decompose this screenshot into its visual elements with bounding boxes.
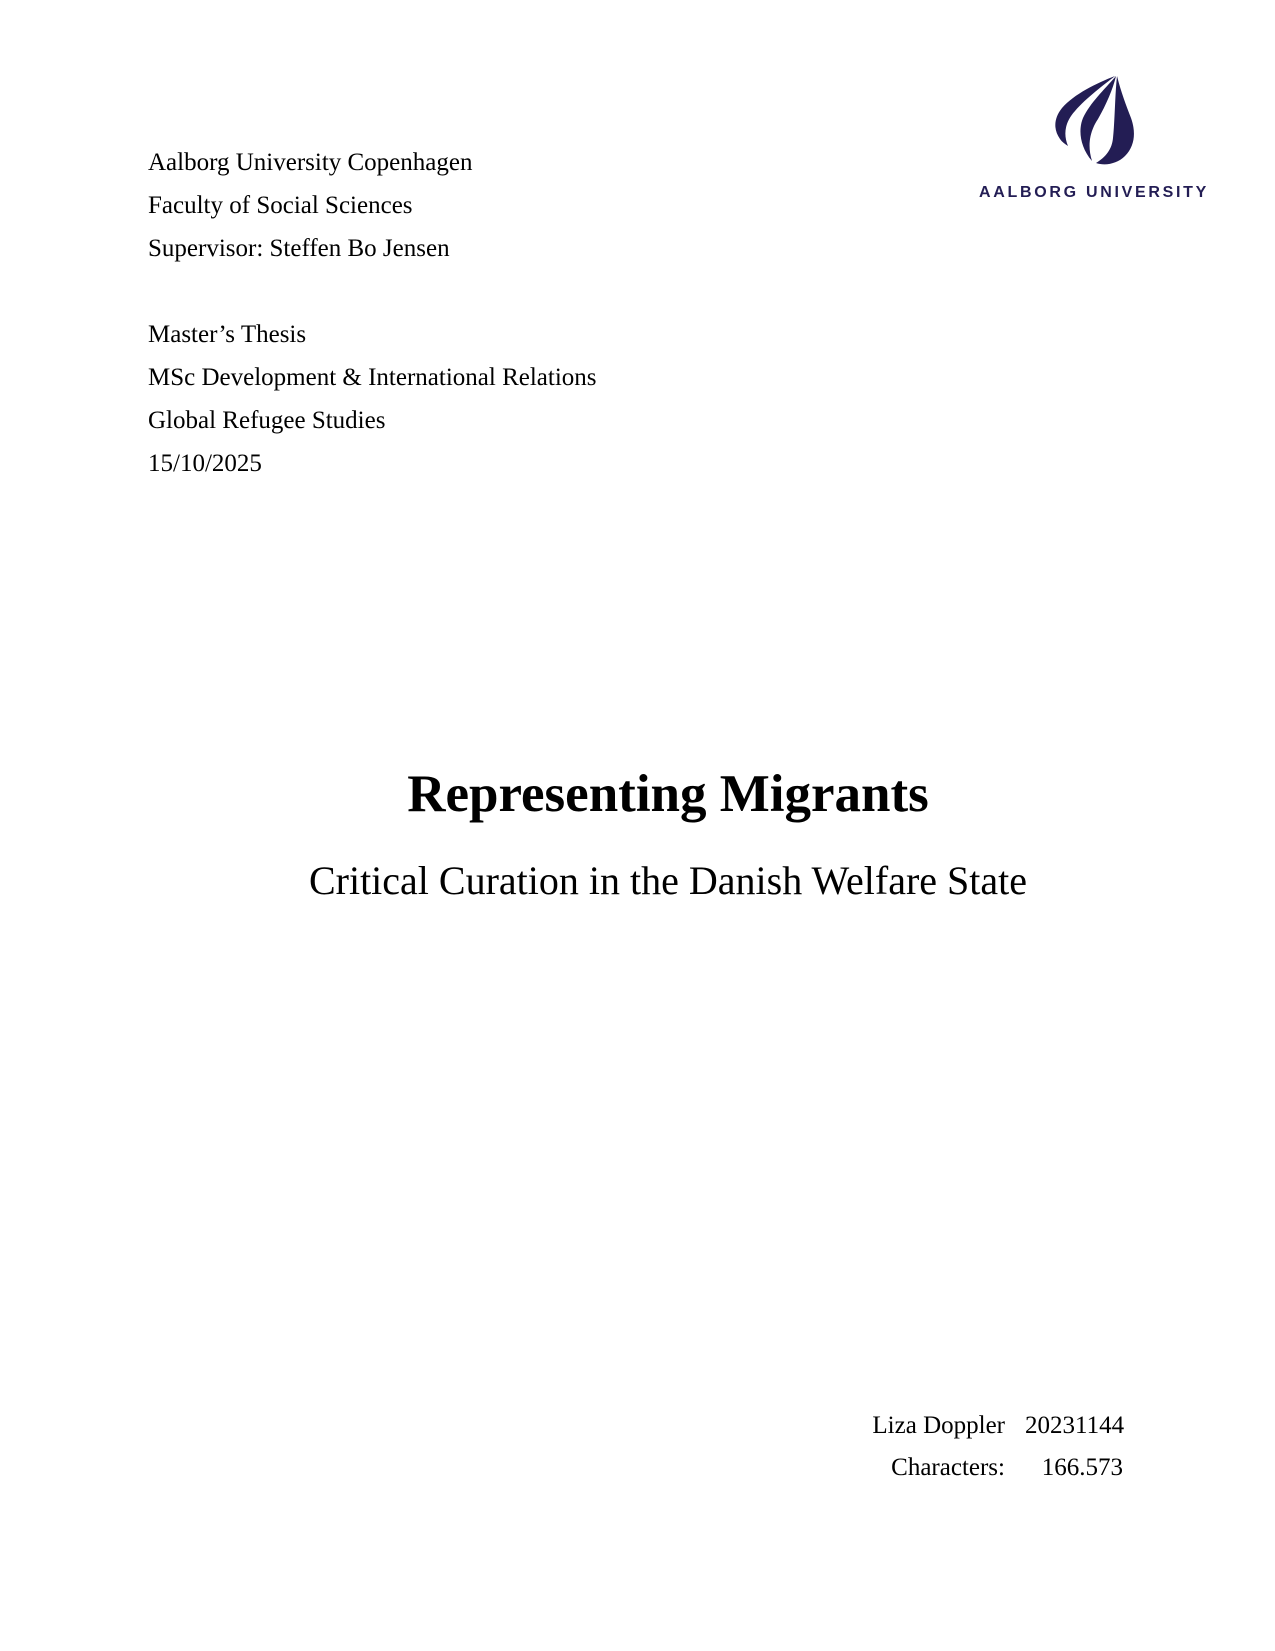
- author-name: Liza Doppler: [872, 1412, 1005, 1439]
- supervisor-line: Supervisor: Steffen Bo Jensen: [148, 235, 450, 262]
- degree-line: MSc Development & International Relations: [148, 364, 597, 391]
- institution-block: [148, 141, 472, 270]
- characters-value: 166.573: [1041, 1454, 1123, 1481]
- characters-row: [872, 1447, 1123, 1489]
- student-id: 20231144: [1025, 1412, 1125, 1439]
- university-wordmark: AALBORG UNIVERSITY: [979, 184, 1209, 201]
- aau-swoosh-icon: [1052, 72, 1136, 166]
- page-title: Representing Migrants: [407, 765, 929, 823]
- thesis-type-line: Master’s Thesis: [148, 321, 307, 348]
- author-row: [872, 1405, 1123, 1447]
- institution-line: Aalborg University Copenhagen: [148, 149, 473, 176]
- characters-label: Characters:: [891, 1454, 1005, 1481]
- program-block: [148, 313, 597, 485]
- date-line: 15/10/2025: [148, 450, 262, 477]
- faculty-line: Faculty of Social Sciences: [148, 192, 413, 219]
- page-subtitle: Critical Curation in the Danish Welfare State: [308, 858, 1028, 903]
- specialisation-line: Global Refugee Studies: [148, 407, 386, 434]
- author-block: [872, 1405, 1123, 1489]
- university-logo: [979, 72, 1209, 202]
